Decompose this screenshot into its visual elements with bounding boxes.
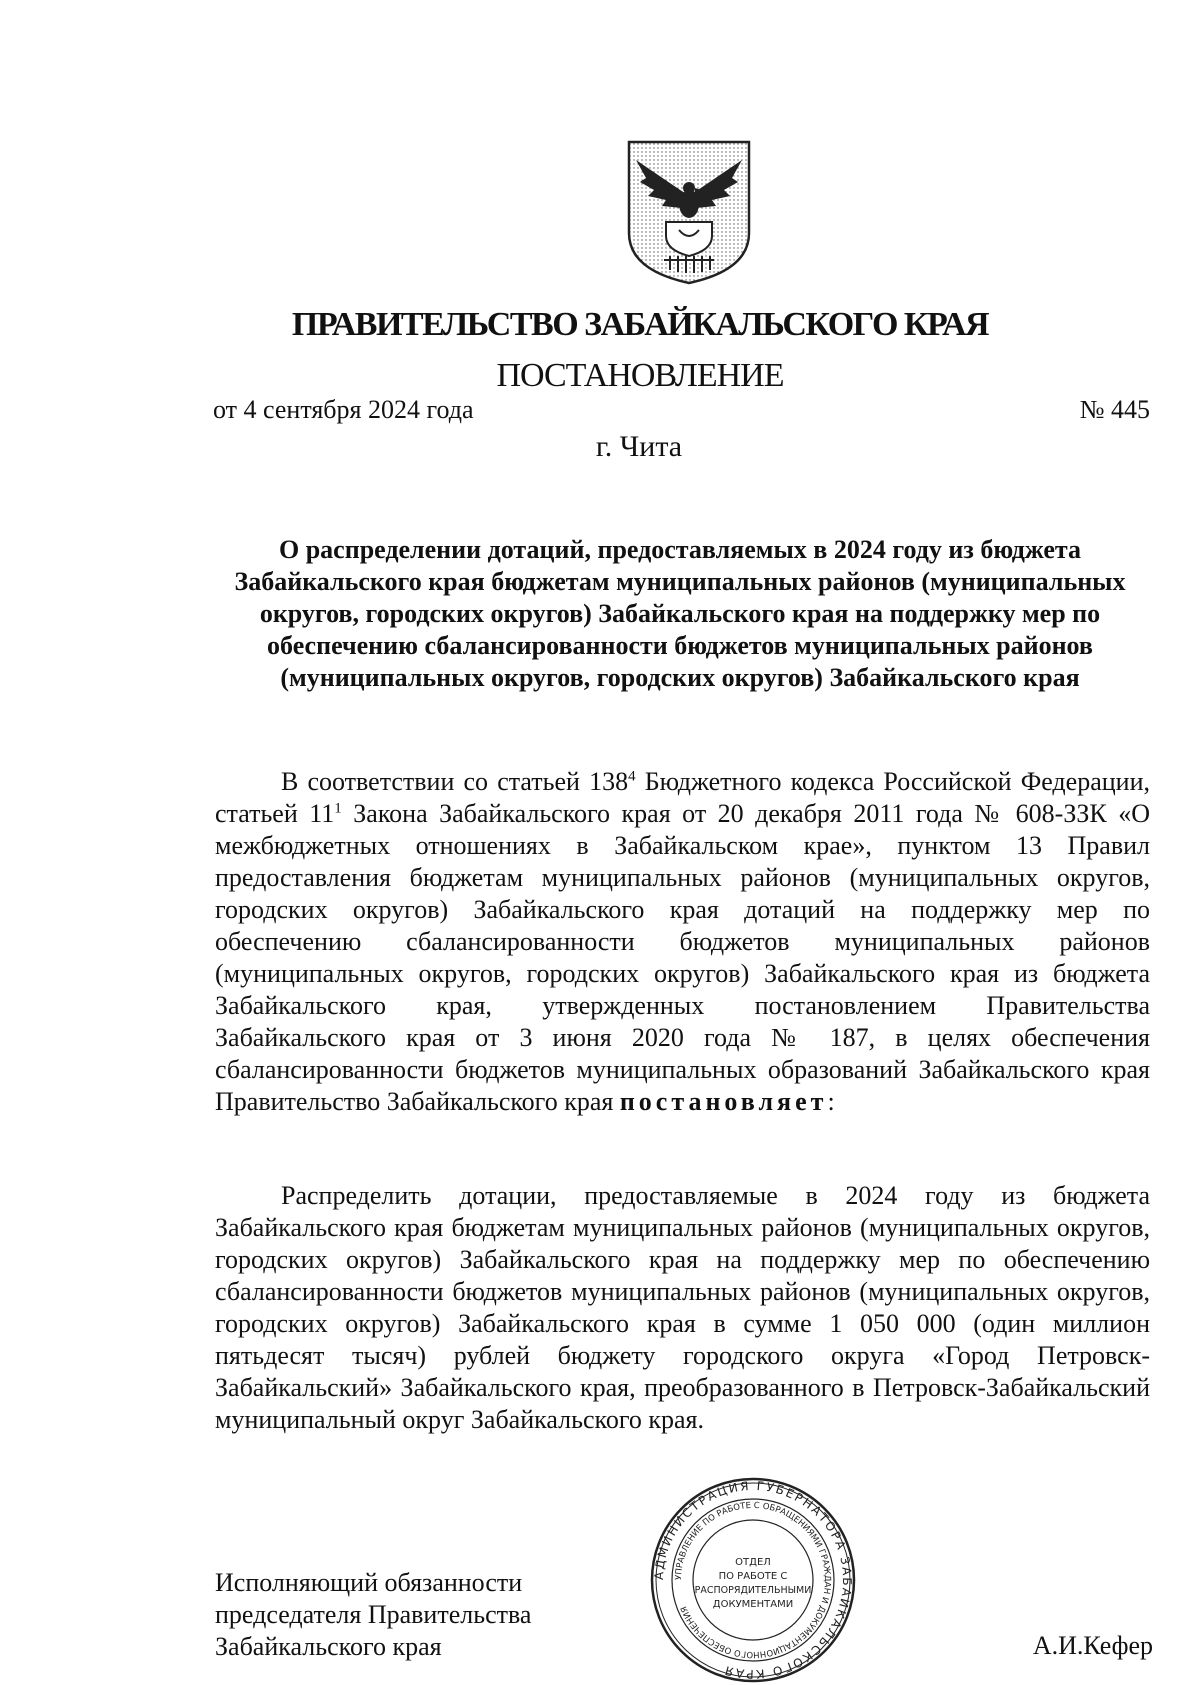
- official-stamp: [648, 1475, 858, 1685]
- signatory-line-3: Забайкальского края: [215, 1632, 442, 1661]
- document-date: от 4 сентября 2024 года: [213, 395, 474, 424]
- article-superscript-2: 1: [334, 800, 342, 817]
- preamble-text-3: Закона Забайкальского края от 20 декабря 2011 года № 608-ЗЗК «О межбюджетных отношениях в Забайкальском крае», пунктом 13 Правил предоставления бюджетам муниципальных районов (муниципальных округов, городских округов) Забайкальского края дотаций на поддержку мер по обеспечению сбалансированности бюджетов муниципальных районов (муниципальных округов, городских округов) Забайкальского края из бюджета Забайкальского края, утвержденных постановлением Правительства Забайкальского края от 3 июня 2020 года № 187, в целях обеспечения сбалансированности бюджетов муниципальных образований Забайкальского края Правительство Забайкальского края: [215, 799, 1150, 1116]
- operative-paragraph: Распределить дотации, предоставляемые в 2024 году из бюджета Забайкальского края бюджетам муниципальных районов (муниципальных округов, городских округов) Забайкальского края на поддержку мер по обеспечению сбалансированности бюджетов муниципальных районов (муниципальных округов, городских округов) Забайкальского края в сумме 1 050 000 (один миллион пятьдесят тысяч) рублей бюджету городского округа «Город Петровск-Забайкальский» Забайкальского края, преобразованного в Петровск-Забайкальский муниципальный округ Забайкальского края.: [215, 1181, 1150, 1434]
- organization-name: ПРАВИТЕЛЬСТВО ЗАБАЙКАЛЬСКОГО КРАЯ: [291, 306, 989, 343]
- document-type: ПОСТАНОВЛЕНИЕ: [496, 357, 784, 394]
- signatory-name: А.И.Кефер: [1032, 1631, 1153, 1660]
- document-number: № 445: [1079, 395, 1150, 424]
- decree-word: постановляет: [619, 1087, 828, 1116]
- document-title: О распределении дотаций, предоставляемых в 2024 году из бюджета Забайкальского края бюджетам муниципальных районов (муниципальных округов, городских округов) Забайкальского края на поддержку мер по обеспечению сбалансированности бюджетов муниципальных районов (муниципальных округов, городских округов) Забайкальского края: [234, 535, 1126, 692]
- decree-colon: :: [827, 1087, 835, 1116]
- stamp-center-line-2: ПО РАБОТЕ С: [718, 1571, 788, 1582]
- preamble-text-1: В соответствии со статьей 138: [281, 767, 629, 796]
- article-superscript-1: 4: [628, 768, 636, 785]
- preamble-text-2: Бюджетного кодекса Российской Федерации, статьей 11: [215, 767, 1150, 828]
- signatory-line-1: Исполняющий обязанности: [215, 1568, 523, 1597]
- signatory-position: [215, 1567, 531, 1663]
- stamp-outer-text: АДМИНИСТРАЦИЯ ГУБЕРНАТОРА ЗАБАЙКАЛЬСКОГО КРАЯ: [651, 1478, 855, 1682]
- stamp-center-line-3: РАСПОРЯДИТЕЛЬНЫМИ: [694, 1585, 812, 1596]
- signatory-line-2: председателя Правительства: [215, 1600, 532, 1629]
- coat-of-arms-emblem: [624, 138, 754, 286]
- preamble-paragraph: [215, 766, 1150, 1118]
- stamp-inner-text: УПРАВЛЕНИЕ ПО РАБОТЕ С ОБРАЩЕНИЯМИ ГРАЖДАН И ДОКУМЕНТАЦИОННОГО ОБЕСПЕЧЕНИЯ: [673, 1500, 833, 1660]
- stamp-center-line-4: ДОКУМЕНТАМИ: [712, 1599, 794, 1610]
- document-city: г. Чита: [595, 430, 683, 463]
- stamp-center-line-1: ОТДЕЛ: [735, 1557, 771, 1568]
